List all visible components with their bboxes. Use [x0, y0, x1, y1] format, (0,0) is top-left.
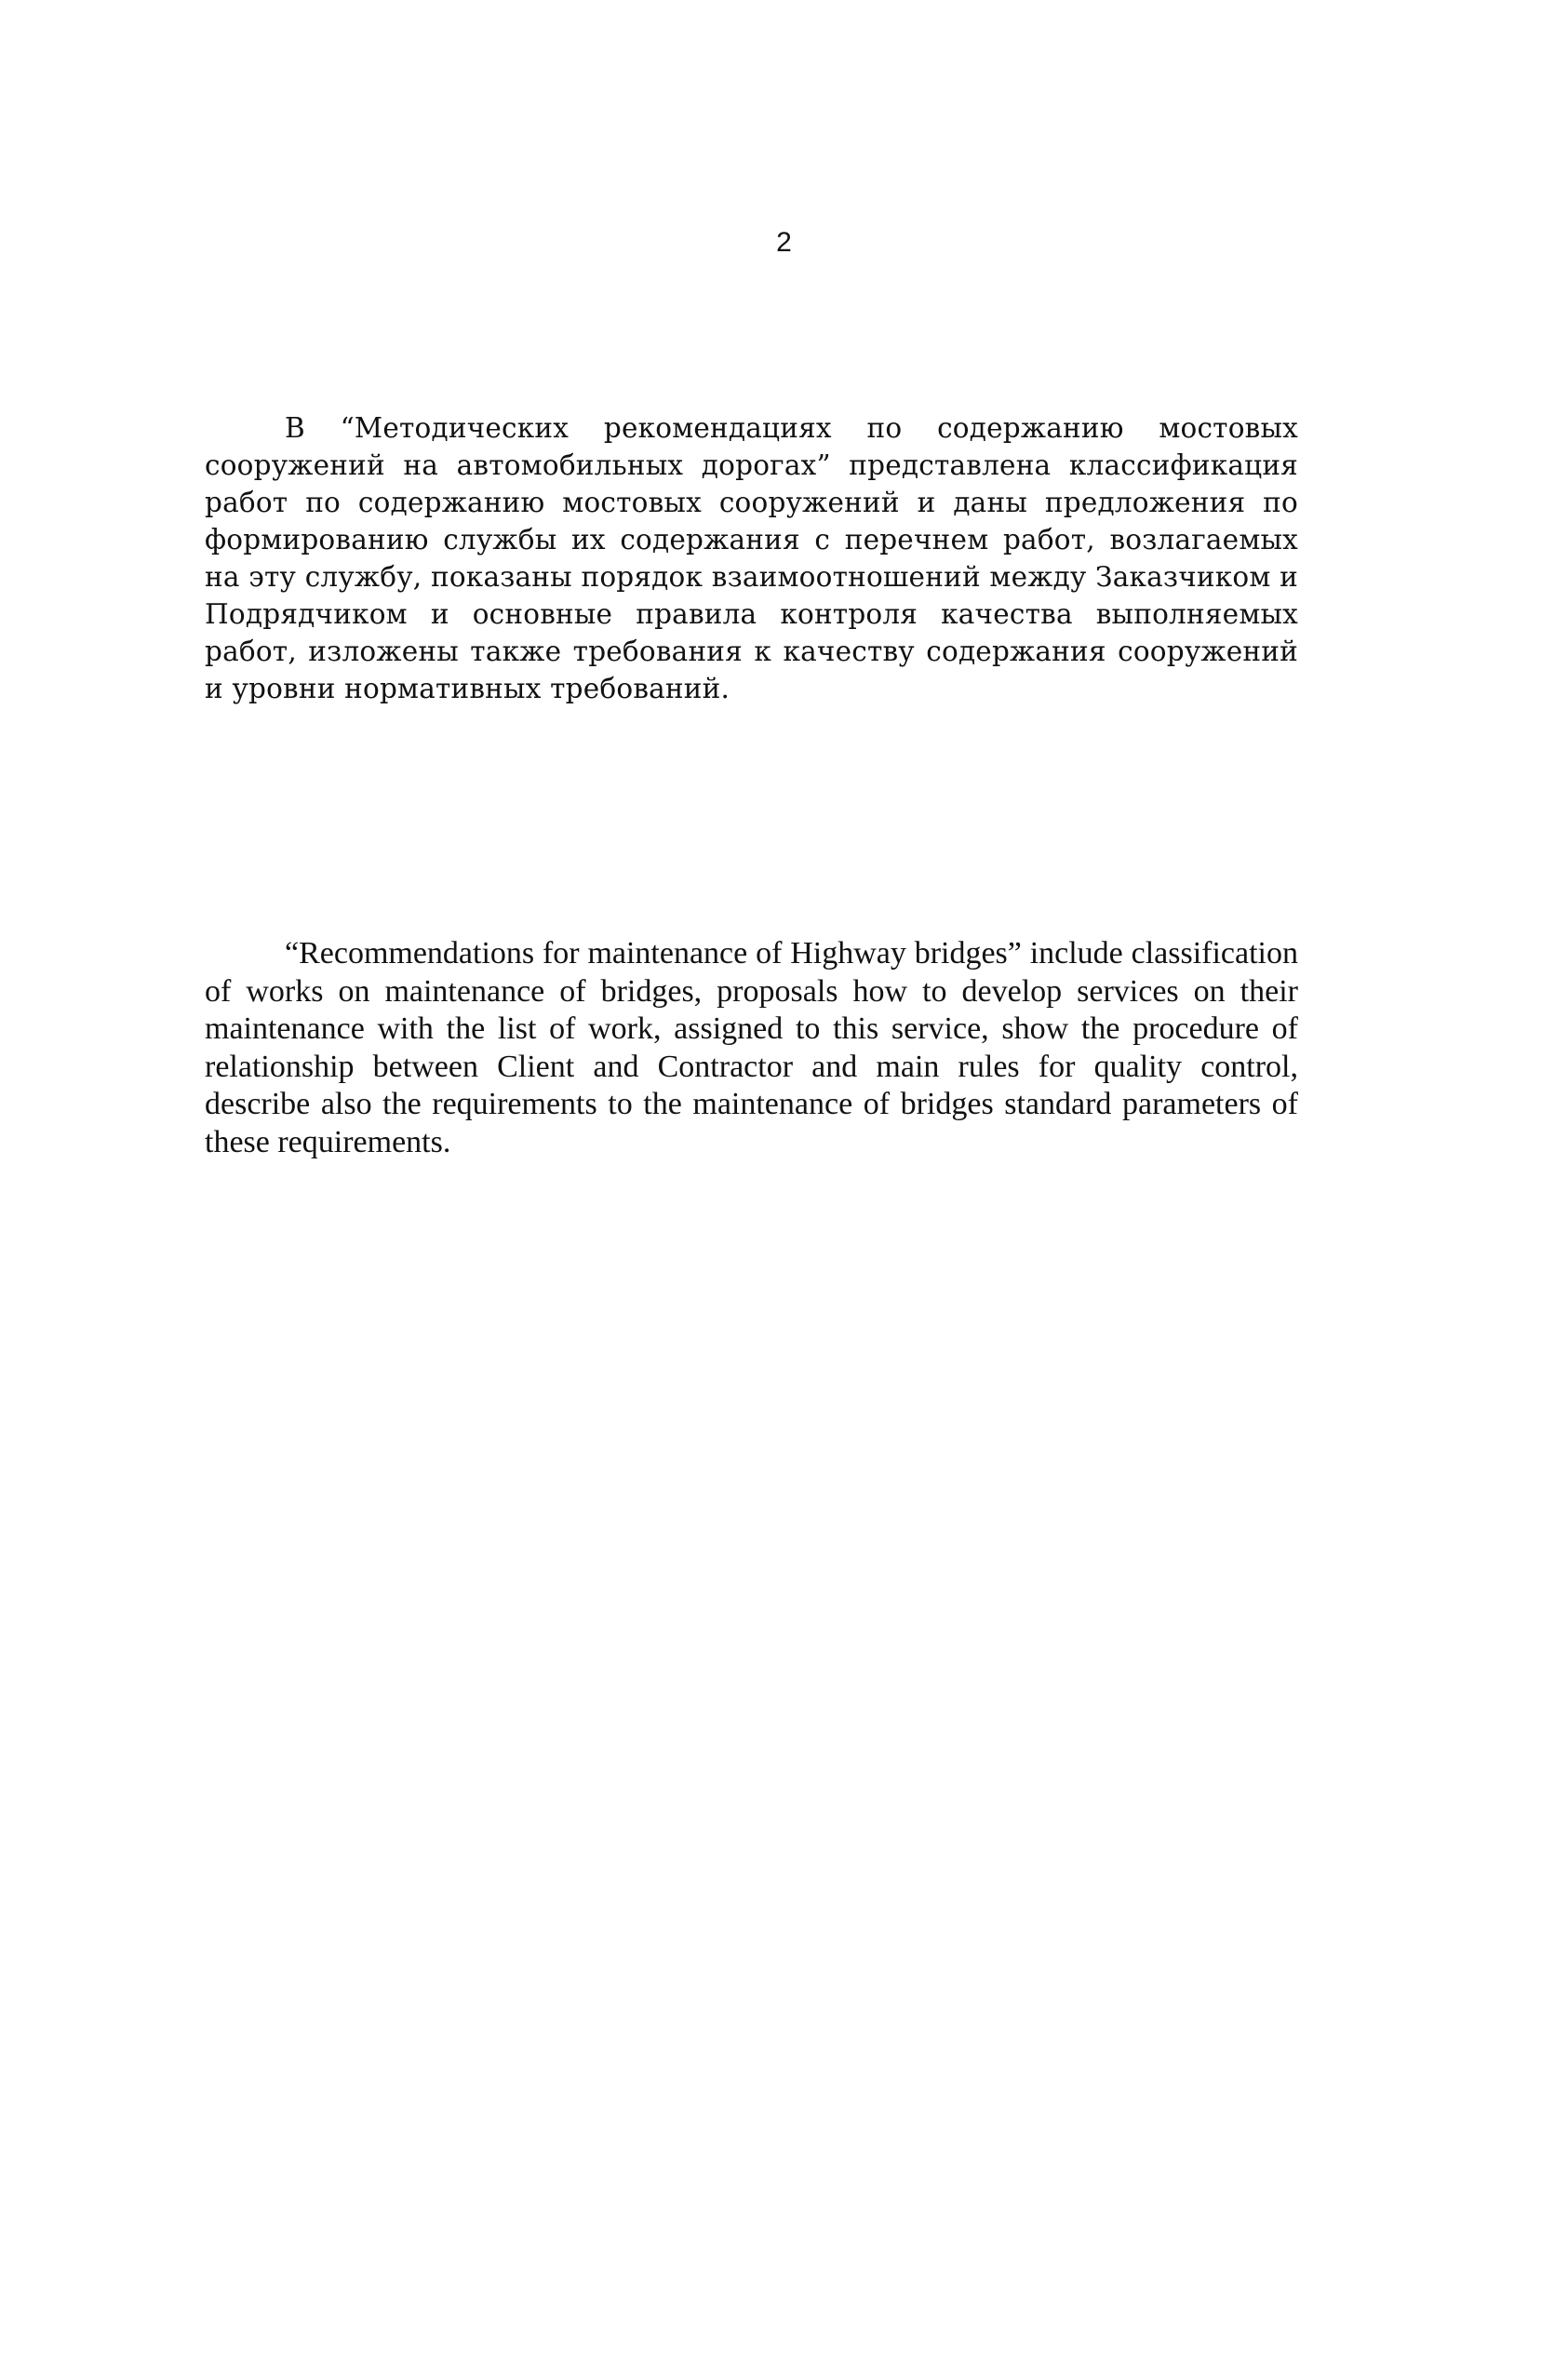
page-number: 2	[776, 227, 792, 258]
abstract-english: “Recommendations for maintenance of Highway bridges” include classification of works on maintenance of bridges, proposals how to develop services on their maintenance with the list of work, assigned to this service, show the procedure of relationship between Client and Contractor and main rules for quality control, describe also the requirements to the maintenance of bridges standard parameters of these requirements.	[205, 936, 1298, 1159]
abstract-russian: В “Методических рекомендациях по содержанию мостовых сооружений на автомобильных дорогах” представлена классификация работ по содержанию мостовых сооружений и даны предложения по формированию службы их содержания с перечнем работ, возлагаемых на эту службу, показаны порядок взаимоотношений между Заказчиком и Подрядчиком и основные правила контроля качества выполняемых работ, изложены также требования к качеству содержания сооружений и уровни нормативных требований.	[205, 412, 1298, 704]
